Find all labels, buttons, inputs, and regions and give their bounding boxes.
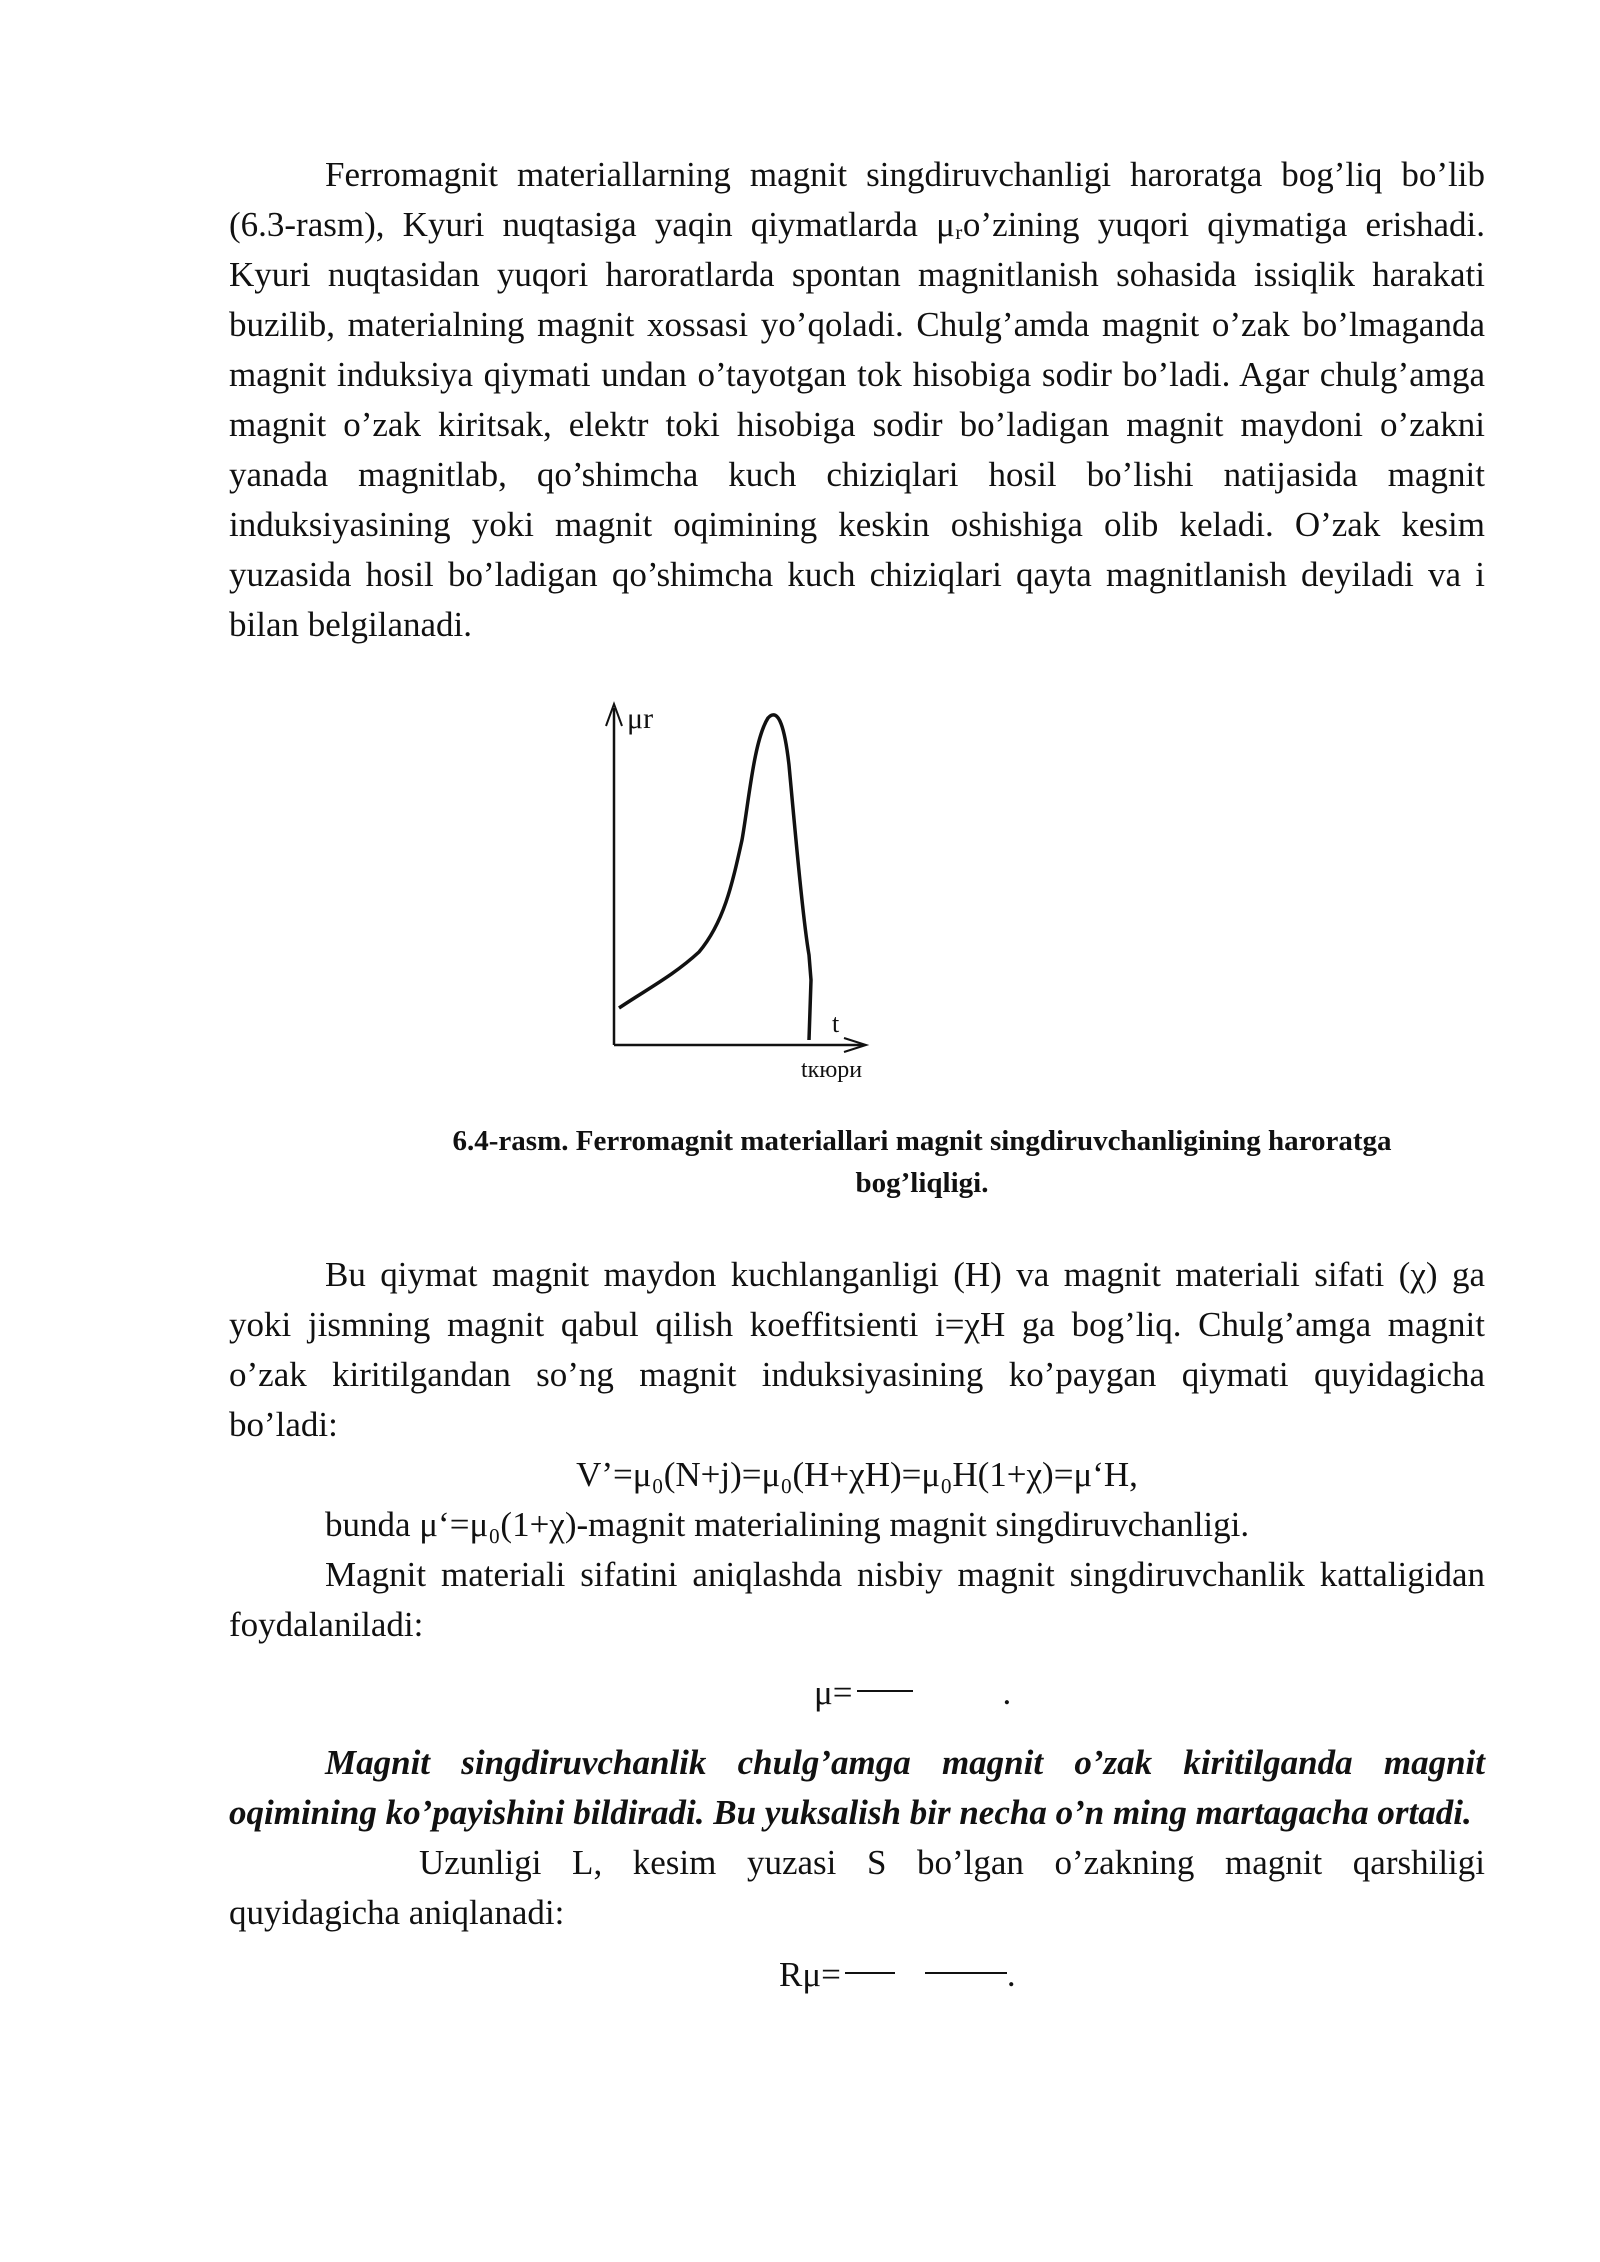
y-axis-label: μr (627, 702, 654, 735)
figure-caption-line2: bog’liqligi. (855, 1167, 989, 1199)
figure-caption-line1: 6.4-rasm. Ferromagnit materiallari magnit singdiruvchanligining haroratga (452, 1125, 1392, 1157)
formula3-right: . (1006, 1955, 1016, 1994)
paragraph-emphasis: Magnit singdiruvchanlik chulg’amga magnit o’zak kiritilganda magnit oqimining ko’payishini bildiradi. Bu yuksalish bir necha o’n ming martagacha ortadi. (229, 1743, 1485, 1832)
formula2-left: μ= (814, 1673, 853, 1712)
formula-explanation: bunda μ‘=μ₀(1+χ)-magnit materialining magnit singdiruvchanligi. (325, 1505, 1250, 1544)
paragraph-induction: Bu qiymat magnit maydon kuchlanganligi (H) va magnit materiali sifati (χ) ga yoki jismning magnit qabul qilish koeffitsienti i=χH ga bog’liq. Chulg’amga magnit o’zak kiritilgandan so’ng magnit induksiyasining ko’paygan qiymati quyidagicha bo’ladi: (229, 1255, 1485, 1444)
document-page (229, 150, 1485, 2000)
formula2-right: . (1002, 1673, 1012, 1712)
curie-point-label: tкюри (801, 1057, 863, 1083)
permeability-graph (589, 690, 889, 1110)
x-axis-label: t (832, 1009, 840, 1038)
formula-relative-permeability (229, 1668, 1485, 1718)
formula-reluctance (229, 1950, 1485, 2000)
paragraph-reluctance: Uzunligi L, kesim yuzasi S bo’lgan o’zakning magnit qarshiligi quyidagicha aniqlanadi: (229, 1843, 1485, 1932)
formula-induction: V’=μ₀(N+j)=μ₀(H+χH)=μ₀H(1+χ)=μ‘H, (576, 1455, 1138, 1494)
permeability-curve (619, 715, 811, 1040)
fraction-bar-1 (845, 1972, 895, 1974)
paragraph-relative-permeability: Magnit materiali sifatini aniqlashda nisbiy magnit singdiruvchanlik kattaligidan foydalaniladi: (229, 1555, 1485, 1644)
fraction-bar-2 (925, 1972, 1007, 1974)
formula3-left: Rμ= (779, 1955, 841, 1994)
fraction-bar (857, 1690, 913, 1692)
paragraph-intro: Ferromagnit materiallarning magnit singdiruvchanligi haroratga bog’liq bo’lib (6.3-rasm), Kyuri nuqtasiga yaqin qiymatlarda μᵣo’zining yuqori qiymatiga erishadi. Kyuri nuqtasidan yuqori haroratlarda spontan magnitlanish sohasida issiqlik harakati buzilib, materialning magnit xossasi yo’qoladi. Chulg’amda magnit o’zak bo’lmaganda magnit induksiya qiymati undan o’tayotgan tok hisobiga sodir bo’ladi. Agar chulg’amga magnit o’zak kiritsak, elektr toki hisobiga sodir bo’ladigan magnit maydoni o’zakni yanada magnitlab, qo’shimcha kuch chiziqlari hosil bo’lishi natijasida magnit induksiyasining yoki magnit oqimining keskin oshishiga olib keladi. O’zak kesim yuzasida hosil bo’ladigan qo’shimcha kuch chiziqlari qayta magnitlanish deyiladi va i bilan belgilanadi. (229, 155, 1485, 644)
figure-permeability-vs-temperature (229, 650, 1485, 1120)
